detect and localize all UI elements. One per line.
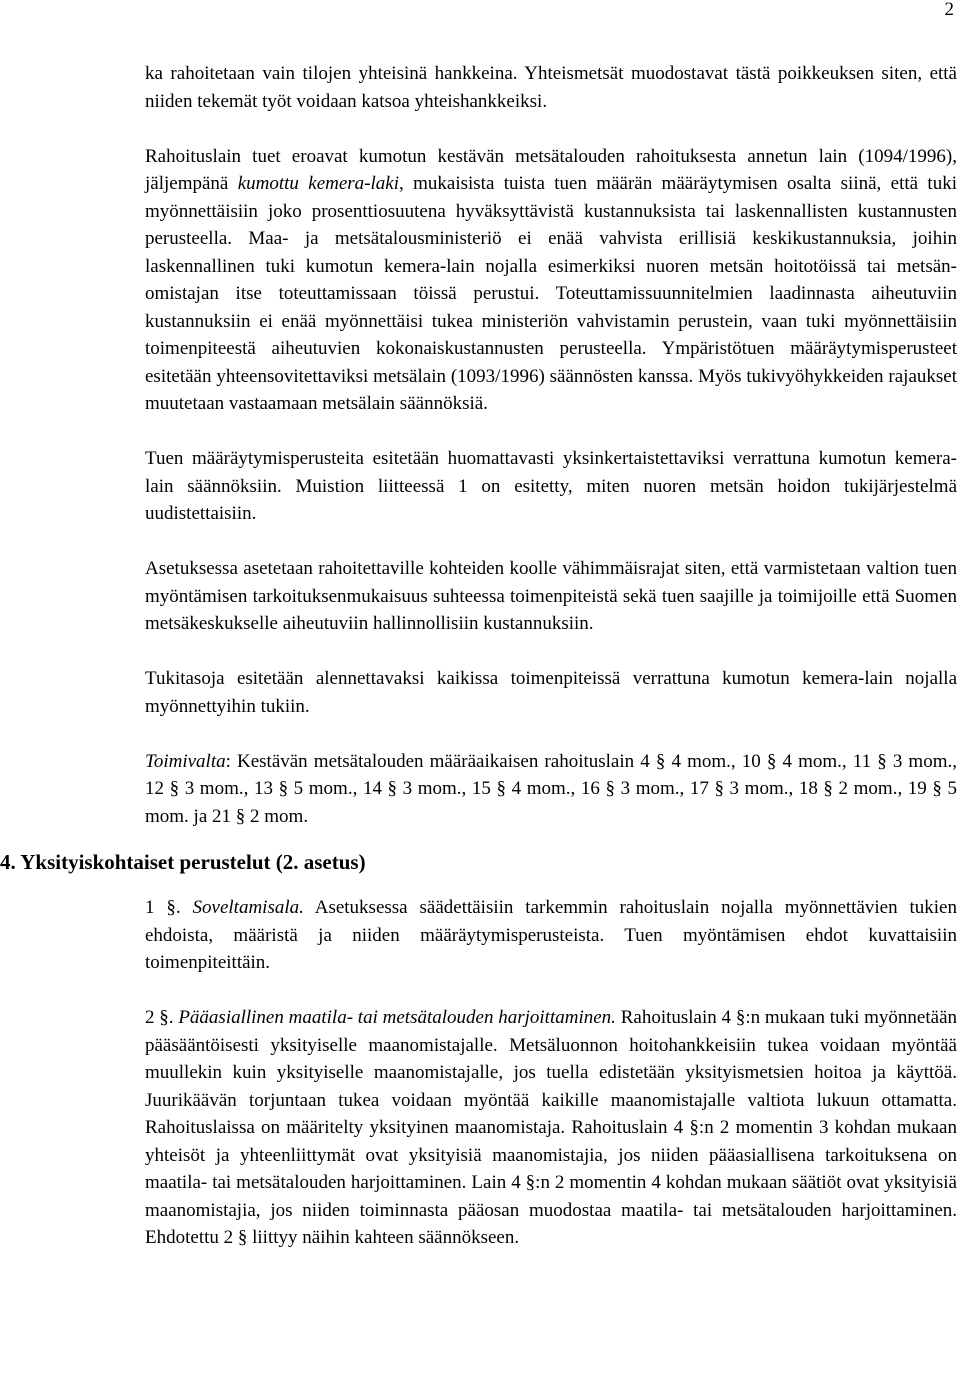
paragraph-7-text: Asetuksessa säädettäisiin tarkemmin rahoituslain nojalla myönnettävien tukien ehdoista, määristä ja niiden määräytymisperusteista. Tuen myöntämisen ehdot kuvattaisiin toimenpiteittäin.: [145, 897, 957, 973]
document-body: [0, 60, 957, 1252]
paragraph-2: [145, 143, 957, 418]
paragraph-6: [145, 748, 957, 831]
paragraph-5: [145, 665, 957, 720]
paragraph-8-term: Pääasiallinen maatila- tai metsätalouden harjoittaminen.: [178, 1007, 616, 1028]
paragraph-8-number: 2 §.: [145, 1007, 179, 1028]
page-number: 2: [944, 0, 954, 20]
paragraph-3: [145, 445, 957, 528]
paragraph-7-number: 1 §.: [145, 897, 193, 918]
paragraph-1: [145, 60, 957, 115]
paragraph-3-text: Tuen määräytymisperusteita esitetään huomattavasti yksinkertaistettaviksi verrattuna kumotun kemera-lain säännöksiin. Muistion liitteessä 1 on esitetty, miten nuoren metsän hoidon tukijärjestelmä uudistettaisiin.: [145, 448, 957, 524]
paragraph-2-term: kumottu kemera-laki: [237, 173, 399, 194]
section-heading: 4. Yksityiskohtaiset perustelut (2. asetus): [0, 850, 366, 874]
paragraph-4-text: Asetuksessa asetetaan rahoitettaville kohteiden koolle vähimmäisrajat siten, että varmistetaan valtion tuen myöntämisen tarkoituksenmukaisuus suhteessa toimenpiteistä sekä tuen saajille ja toimijoille että Suomen metsäkeskukselle aiheutuviin hallinnollisiin kustannuksiin.: [145, 558, 957, 634]
paragraph-2-text-b: , mukaisista tuista tuen määrän määräytymisen osalta siinä, että tuki myönnettäisiin joko prosenttiosuutena hyväksyttävistä kustannuksista tai laskennallisten kustannusten perusteella. Maa- ja metsätalousministeriö ei enää vahvista erillisiä keskikustannuksia, joihin laskennallinen tuki kumotun kemera-lain nojalla esimerkiksi nuoren metsän hoitotöissä tai metsänomistajan itse toteuttamissaan töissä perustui. Toteuttamissuunnitelmien laadinnasta aiheutuviin kustannuksiin ei enää myönnettäisi tukea ministeriön vahvistamin perustein, vaan tuki myönnettäisiin toimenpiteestä aiheutuvien kokonaiskustannusten perusteella. Ympäristötuen määräytymisperusteet esitetään yhteensovitettaviksi metsälain (1093/1996) säännösten kanssa. Myös tukivyöhykkeiden rajaukset muutetaan vastaamaan metsälain säännöksiä.: [145, 173, 957, 414]
paragraph-8-text: Rahoituslain 4 §:n mukaan tuki myönnetään pääsääntöisesti yksityiselle maanomistajalle. Metsäluonnon hoitohankkeisiin tukea voidaan myöntää muullekin kuin yksityiselle maanomistajalle, jos tuella edistetään yksityismetsien hoitoa ja käyttöä. Juurikäävän torjuntaan tukea voidaan myöntää kaikille maanomistajalle valtiota lukuun ottamatta. Rahoituslaissa on määritelty yksityinen maanomistaja. Rahoituslain 4 §:n 2 momentin 3 kohdan mukaan yhteisöt ja yhteenliittymät ovat yksityisiä maanomistajia, jos niiden pääasiallisena tarkoituksena on maatila- tai metsätalouden harjoittaminen. Lain 4 §:n 2 momentin 4 kohdan mukaan säätiöt ovat yksityisiä maanomistajia, jos niiden toiminnasta pääosan muodostaa maatila- tai metsätalouden harjoittaminen. Ehdotettu 2 § liittyy näihin kahteen säännökseen.: [145, 1007, 957, 1248]
paragraph-4: [145, 555, 957, 638]
paragraph-7-term: Soveltamisala.: [192, 897, 304, 918]
paragraph-8: [145, 1004, 957, 1252]
paragraph-2-text-a: Rahoituslain tuet eroavat kumotun kestävän metsätalouden rahoituksesta annetun lain (1094/1996), jäljempänä: [145, 145, 957, 194]
paragraph-7: [145, 894, 957, 977]
paragraph-6-term: Toimivalta: [145, 750, 226, 772]
paragraph-6-text: : Kestävän metsätalouden määräaikaisen rahoituslain 4 § 4 mom., 10 § 4 mom., 11 § 3 mom., 12 § 3 mom., 13 § 5 mom., 14 § 3 mom., 15 § 4 mom., 16 § 3 mom., 17 § 3 mom., 18 § 2 mom., 19 § 5 mom. ja 21 § 2 mom.: [145, 750, 957, 827]
paragraph-5-text: Tukitasoja esitetään alennettavaksi kaikissa toimenpiteissä verrattuna kumotun kemera-lain nojalla myönnettyihin tukiin.: [145, 668, 957, 717]
paragraph-1-text: ka rahoitetaan vain tilojen yhteisinä hankkeina. Yhteismetsät muodostavat tästä poikkeuksen siten, että niiden tekemät työt voidaan katsoa yhteishankkeiksi.: [145, 63, 957, 112]
